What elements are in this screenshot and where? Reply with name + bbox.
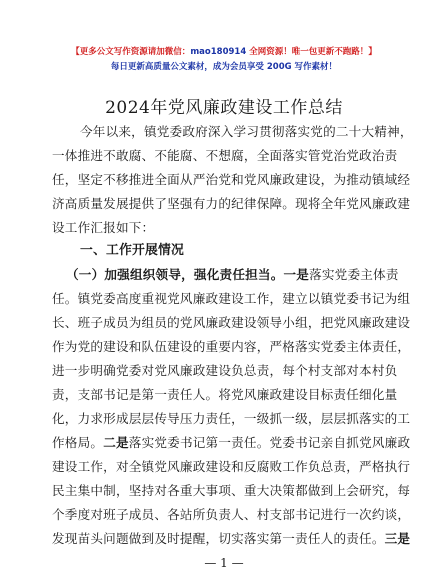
ordinal-second: 二是 — [103, 435, 129, 450]
ordinal-first: 一是 — [283, 267, 310, 282]
body-line: 化，力求形成层层传导压力责任，一级抓一级，层层抓落实的工 — [52, 411, 411, 426]
ordinal-third: 三是 — [384, 531, 411, 546]
ad-banner-line-2: 每日更新高质量公文素材，成为会员享受 200G 写作素材！ — [110, 62, 338, 72]
body-line: 个季度对班子成员、各站所负责人、村支部书记进行一次约谈， — [52, 507, 411, 522]
intro-line: 设工作汇报如下： — [52, 220, 155, 235]
body-line — [52, 531, 411, 547]
intro-line: 今年以来，镇党委政府深入学习贯彻落实党的二十大精神， — [80, 124, 413, 139]
body-line: 长、班子成员为组员的党风廉政建设领导小组，把党风廉政建设 — [52, 315, 411, 330]
body-line: 作为党的建设和队伍建设的重要内容，严格落实党委主体责任， — [52, 339, 411, 354]
body-line: 责，支部书记是第一责任人。将党风廉政建设目标责任细化量 — [52, 387, 398, 402]
body-line: 任。镇党委高度重视党风廉政建设工作，建立以镇党委书记为组 — [52, 291, 411, 306]
subsection-line — [66, 267, 399, 283]
ad-text-red: 【更多公文写作资源请加微信： — [71, 47, 191, 57]
body-line: 建设工作，对全镇党风廉政建设和反腐败工作负总责，严格执行 — [52, 459, 411, 474]
body-text: 落实党委主体责 — [309, 267, 399, 282]
body-line: 民主集中制，坚持对各重大事项、重大决策都做到上会研究，每 — [52, 483, 411, 498]
subsection-title: （一）加强组织领导，强化责任担当。 — [66, 267, 284, 282]
body-line — [52, 435, 411, 451]
intro-line: 济高质量发展提供了坚强有力的纪律保障。现将全年党风廉政建 — [52, 196, 411, 211]
ad-banner-line-1 — [0, 45, 448, 57]
page-number: — 1 — — [204, 556, 244, 570]
intro-line: 一体推进不敢腐、不能腐、不想腐，全面落实管党治党政治责 — [52, 148, 398, 163]
body-line: 进一步明确党委对党风廉政建设负总责，每个村支部对本村负 — [52, 363, 398, 378]
body-text: 发现苗头问题做到及时提醒，切实落实第一责任人的责任。 — [52, 531, 385, 546]
document-title: 2024年党风廉政建设工作总结 — [105, 98, 343, 118]
ad-text-red-end: 全网资源！唯一包更新不跑路！】 — [246, 47, 377, 57]
body-text: 作格局。 — [52, 435, 104, 450]
intro-line: 任，坚定不移推进全面从严治党和党风廉政建设，为推动镇域经 — [52, 172, 411, 187]
section-heading: 一、工作开展情况 — [80, 243, 184, 258]
body-text: 落实党委书记第一责任。党委书记亲自抓党风廉政 — [128, 435, 411, 450]
ad-wechat-id: mao180914 — [190, 47, 247, 57]
